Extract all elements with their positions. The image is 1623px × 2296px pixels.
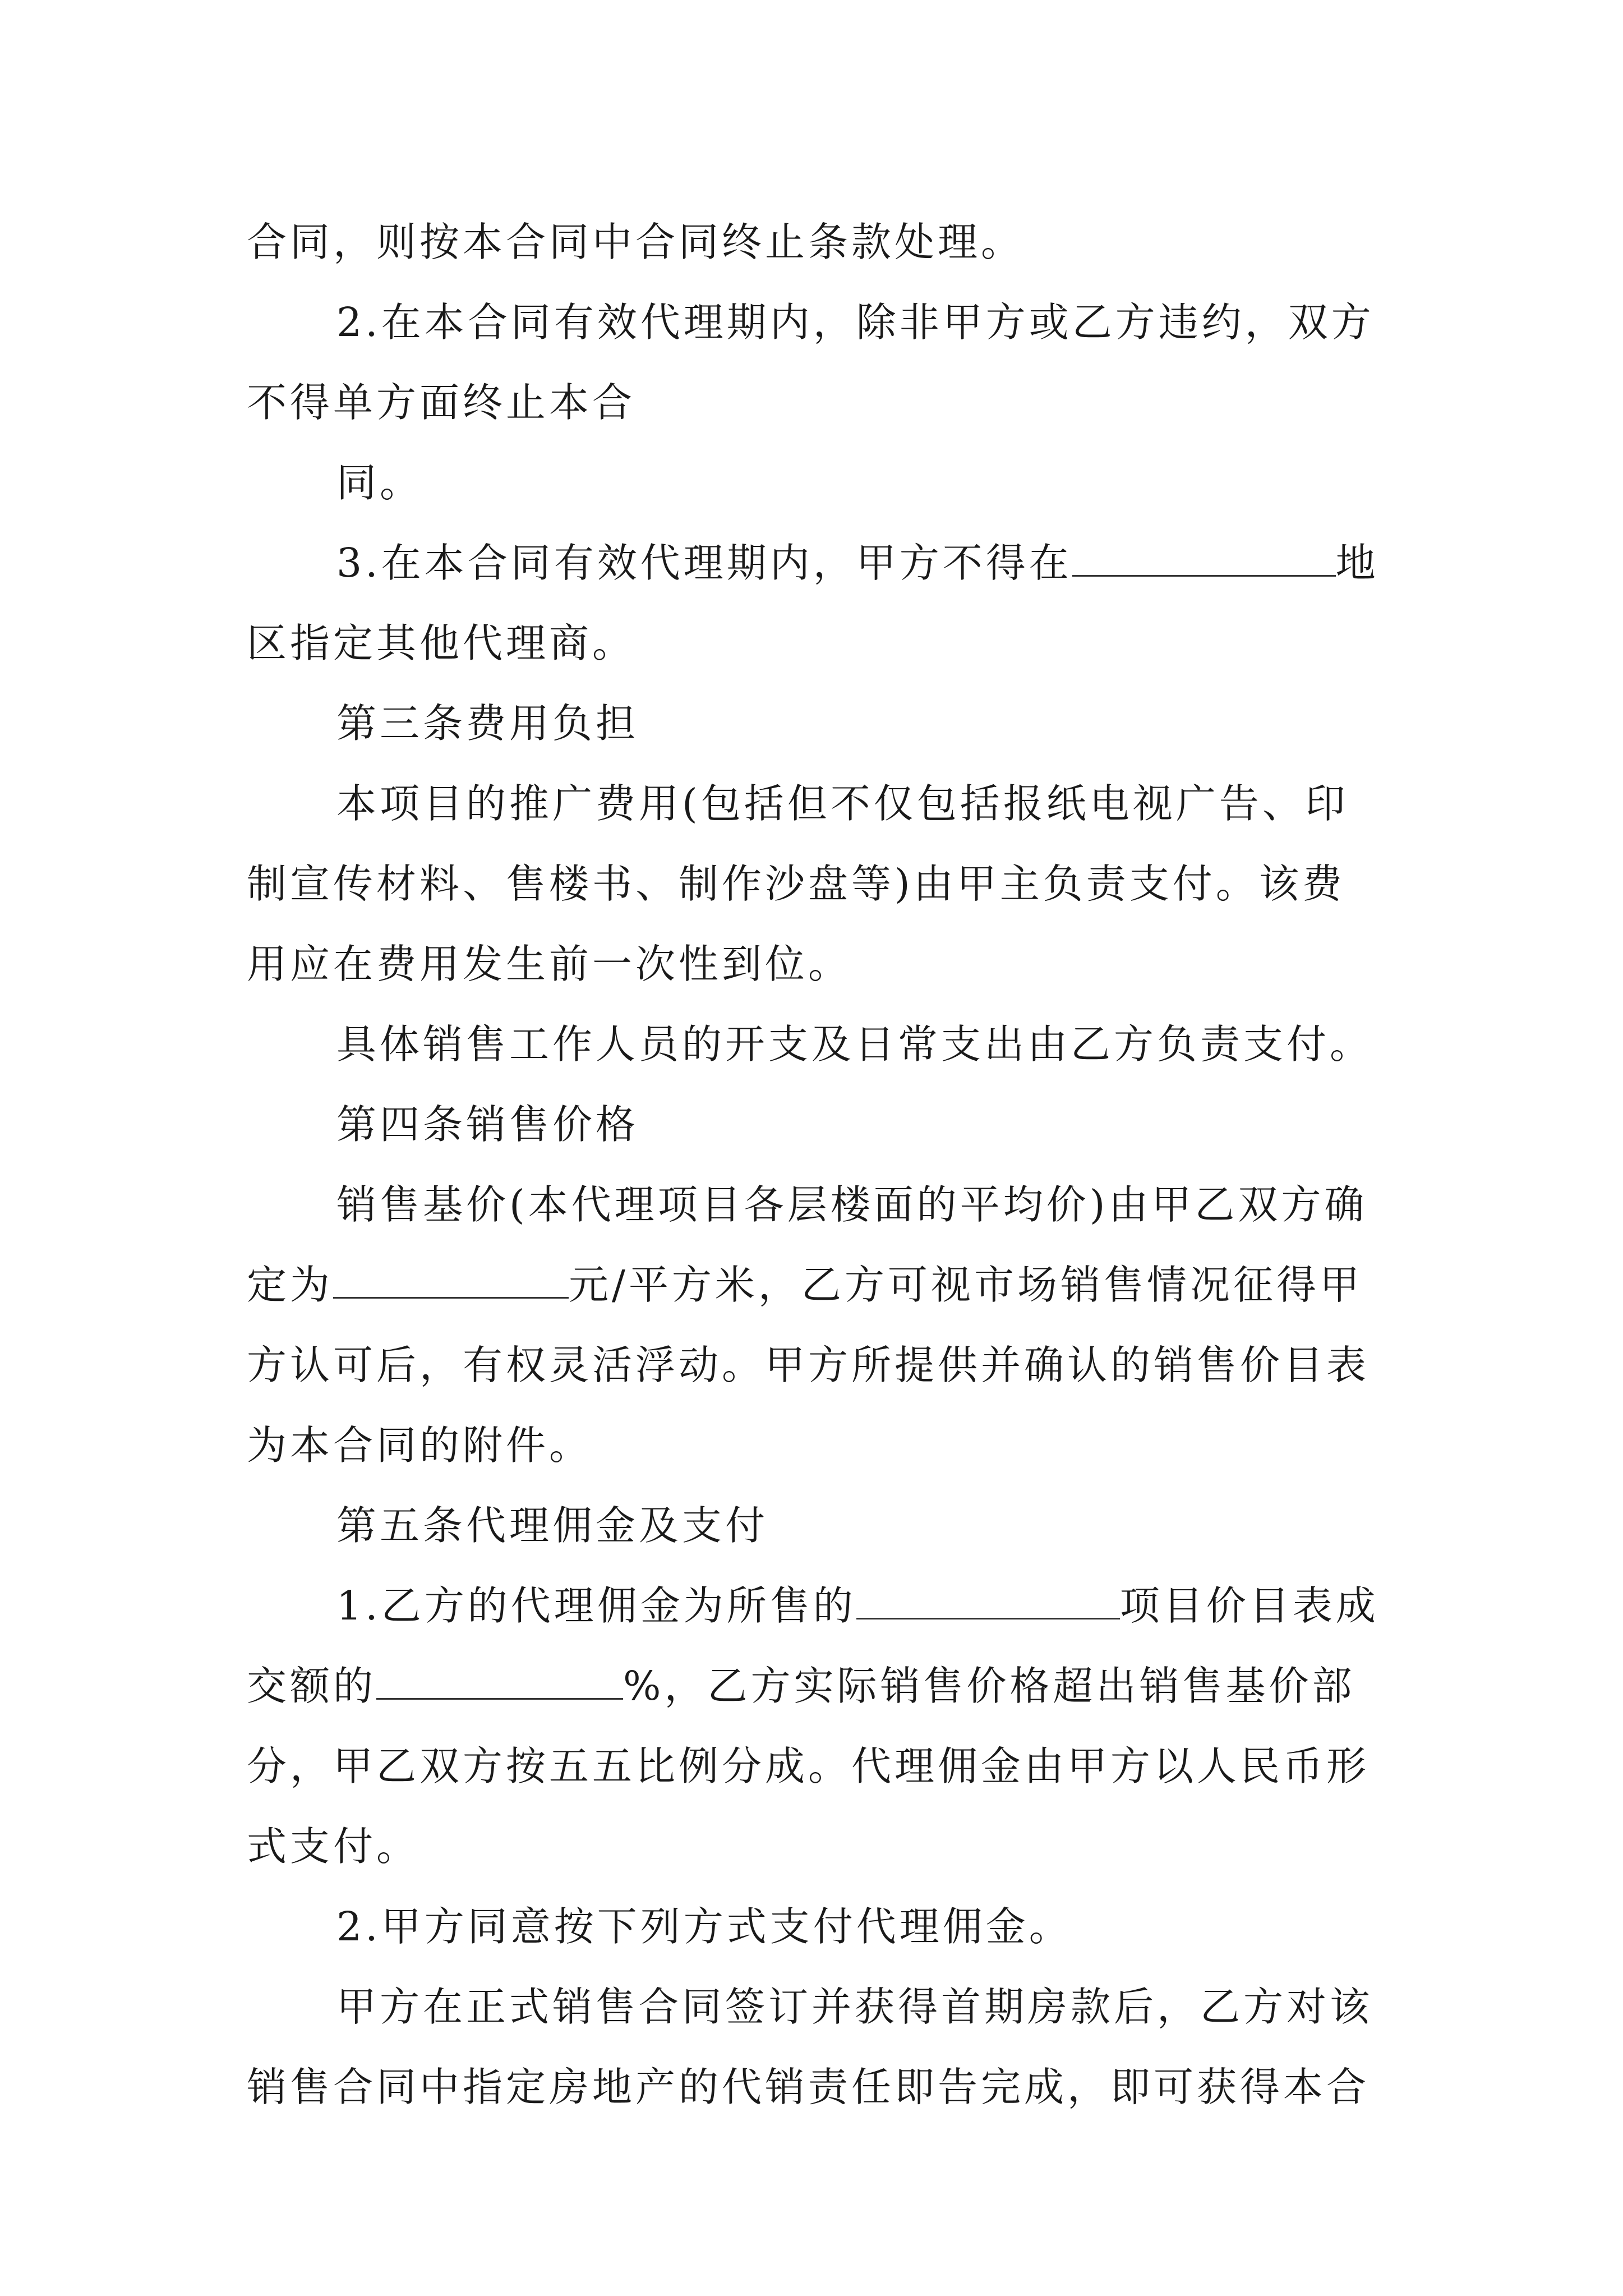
text-run: 区指定其他代理商。 bbox=[247, 620, 636, 666]
text-run: 具体销售工作人员的开支及日常支出由乙方负责支付。 bbox=[336, 1021, 1373, 1068]
text-run: 本项目的推广费用(包括但不仅包括报纸电视广告、印 bbox=[336, 780, 1349, 827]
text-run: 销售合同中指定房地产的代销责任即告完成，即可获得本合 bbox=[247, 2064, 1370, 2110]
text-run: 分，甲乙双方按五五比例分成。代理佣金由甲方以人民币形 bbox=[247, 1743, 1370, 1789]
paragraph-line bbox=[247, 202, 1391, 282]
text-run: 第四条销售价格 bbox=[336, 1101, 639, 1148]
paragraph-line bbox=[247, 844, 1391, 924]
fill-in-blank bbox=[376, 1664, 623, 1700]
paragraph-line bbox=[247, 1405, 1391, 1485]
paragraph-line bbox=[247, 1165, 1391, 1245]
text-run: 式支付。 bbox=[247, 1823, 420, 1870]
paragraph-line bbox=[247, 763, 1391, 844]
text-run: 地 bbox=[1335, 540, 1379, 586]
section-heading bbox=[247, 1084, 1391, 1165]
paragraph-line bbox=[247, 1726, 1391, 1806]
paragraph-line bbox=[247, 443, 1391, 523]
text-run: 项目价目表成 bbox=[1119, 1582, 1379, 1629]
document-body bbox=[247, 202, 1391, 2127]
text-run: 交额的 bbox=[247, 1663, 377, 1709]
paragraph-line bbox=[247, 1646, 1391, 1726]
paragraph-line bbox=[247, 362, 1391, 443]
paragraph-line bbox=[247, 1566, 1391, 1646]
text-run: 第五条代理佣金及支付 bbox=[336, 1502, 769, 1549]
paragraph-line bbox=[247, 1325, 1391, 1405]
text-run: 同。 bbox=[336, 459, 423, 506]
paragraph-line bbox=[247, 603, 1391, 683]
paragraph-line bbox=[247, 2047, 1391, 2127]
text-run: 3.在本合同有效代理期内，甲方不得在 bbox=[336, 540, 1072, 586]
text-run: 2.甲方同意按下列方式支付代理佣金。 bbox=[336, 1903, 1072, 1950]
text-run: 用应在费用发生前一次性到位。 bbox=[247, 941, 852, 987]
text-run: 甲方在正式销售合同签订并获得首期房款后，乙方对该 bbox=[336, 1984, 1373, 2030]
text-run: 2.在本合同有效代理期内，除非甲方或乙方违约，双方 bbox=[336, 299, 1375, 346]
paragraph-line bbox=[247, 1245, 1391, 1325]
paragraph-line bbox=[247, 1004, 1391, 1084]
fill-in-blank bbox=[856, 1584, 1120, 1619]
section-heading bbox=[247, 683, 1391, 763]
paragraph-line bbox=[247, 1887, 1391, 1967]
text-run: 不得单方面终止本合 bbox=[247, 379, 636, 426]
text-run: 为本合同的附件。 bbox=[247, 1422, 593, 1469]
fill-in-blank bbox=[333, 1263, 569, 1299]
paragraph-line bbox=[247, 282, 1391, 362]
text-run: 元/平方米，乙方可视市场销售情况征得甲 bbox=[569, 1262, 1363, 1308]
paragraph-line bbox=[247, 1806, 1391, 1887]
text-run: 制宣传材料、售楼书、制作沙盘等)由甲主负责支付。该费 bbox=[247, 861, 1345, 907]
paragraph-line bbox=[247, 924, 1391, 1004]
text-run: %，乙方实际销售价格超出销售基价部 bbox=[623, 1663, 1355, 1709]
text-run: 定为 bbox=[247, 1262, 334, 1308]
paragraph-line bbox=[247, 523, 1391, 603]
text-run: 1.乙方的代理佣金为所售的 bbox=[336, 1582, 856, 1629]
section-heading bbox=[247, 1485, 1391, 1566]
text-run: 合同，则按本合同中合同终止条款处理。 bbox=[247, 219, 1025, 265]
text-run: 销售基价(本代理项目各层楼面的平均价)由甲乙双方确 bbox=[336, 1181, 1368, 1228]
text-run: 第三条费用负担 bbox=[336, 700, 639, 747]
text-run: 方认可后，有权灵活浮动。甲方所提供并确认的销售价目表 bbox=[247, 1342, 1370, 1388]
paragraph-line bbox=[247, 1967, 1391, 2047]
fill-in-blank bbox=[1072, 541, 1336, 577]
